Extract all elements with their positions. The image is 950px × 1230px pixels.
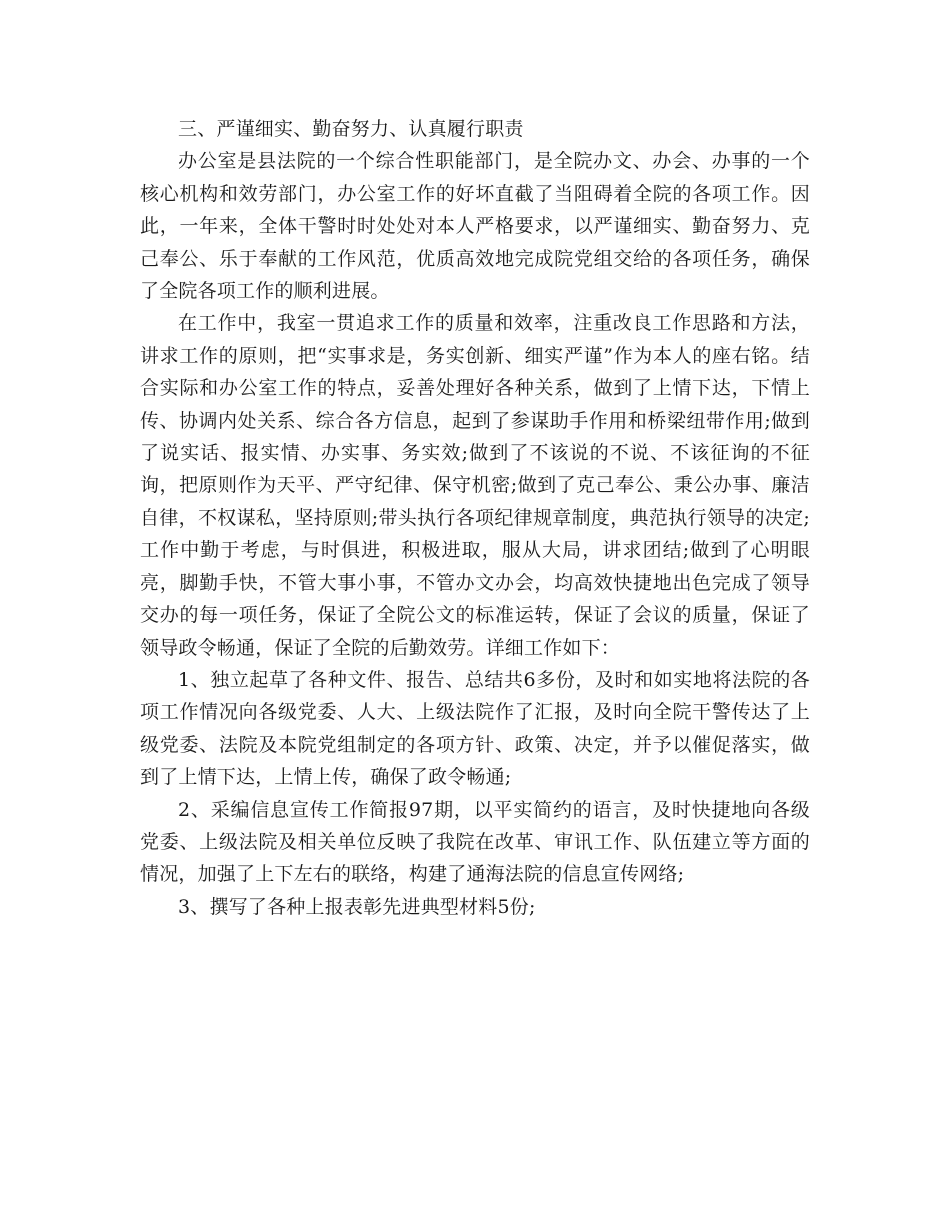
paragraph-office-role: 办公室是县法院的一个综合性职能部门，是全院办文、办会、办事的一个核心机构和效劳部门，办公室工作的好坏直截了当阻碍着全院的各项工作。因此，一年来，全体干警时时处处对本人严格要求，以严谨细实、勤奋努力、克己奉公、乐于奉献的工作风范，优质高效地完成院党组交给的各项任务，确保了全院各项工作的顺利进展。 <box>140 150 810 303</box>
paragraph-item-3: 3、撰写了各种上报表彰先进典型材料5份; <box>178 895 536 918</box>
paragraph-work-principles: 在工作中，我室一贯追求工作的质量和效率，注重改良工作思路和方法，讲求工作的原则，把“实事求是，务实创新、细实严谨”作为本人的座右铭。结合实际和办公室工作的特点，妥善处理好各种关系，做到了上情下达，下情上传、协调内处关系、综合各方信息，起到了参谋助手作用和桥梁纽带作用;做到了说实话、报实情、办实事、务实效;做到了不该说的不说、不该征询的不征询，把原则作为天平、严守纪律、保守机密;做到了克己奉公、秉公办事、廉洁自律，不权谋私，坚持原则;带头执行各项纪律规章制度，典范执行领导的决定;工作中勤于考虑，与时俱进，积极进取，服从大局，讲求团结;做到了心明眼亮，脚勤手快，不管大事小事，不管办文办会，均高效快捷地出色完成了领导交办的每一项任务，保证了全院公文的标准运转，保证了会议的质量，保证了领导政令畅通，保证了全院的后勤效劳。详细工作如下： <box>140 312 810 659</box>
document-body <box>140 113 810 923</box>
paragraph-item-1: 1、独立起草了各种文件、报告、总结共6多份，及时和如实地将法院的各项工作情况向各级党委、人大、上级法院作了汇报，及时向全院干警传达了上级党委、法院及本院党组制定的各项方针、政策、决定，并予以催促落实，做到了上情下达，上情上传，确保了政令畅通; <box>140 668 810 789</box>
paragraph-item-2: 2、采编信息宣传工作简报97期，以平实简约的语言，及时快捷地向各级党委、上级法院及相关单位反映了我院在改革、审讯工作、队伍建立等方面的情况，加强了上下左右的联络，构建了通海法院的信息宣传网络; <box>140 798 810 886</box>
section-heading: 三、严谨细实、勤奋努力、认真履行职责 <box>178 118 524 140</box>
